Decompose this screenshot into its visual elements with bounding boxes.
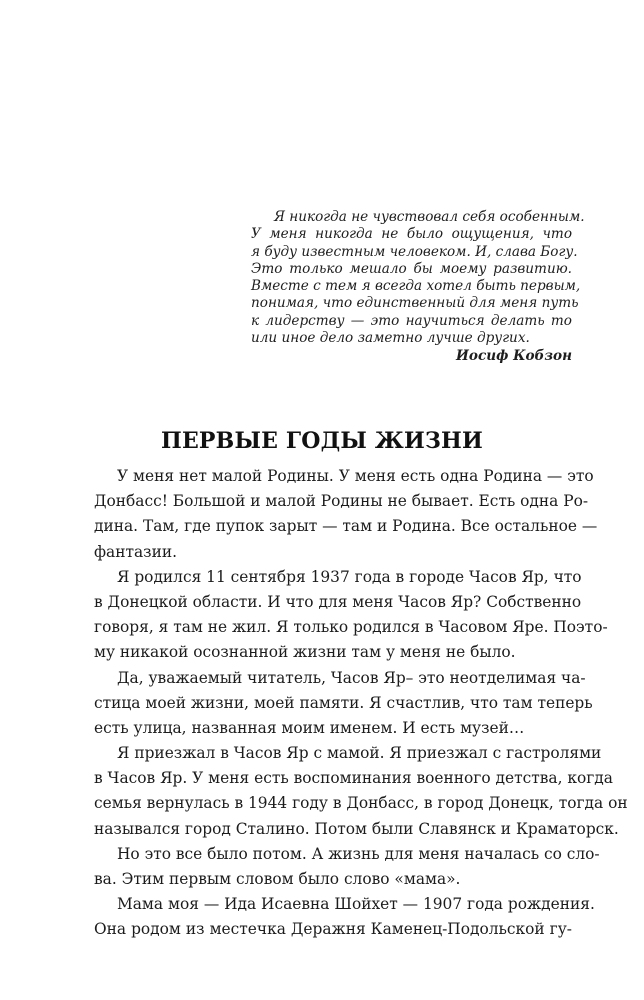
body-line: Я приезжал в Часов Яр с мамой. Я приезжал с гастролями [117,744,602,763]
body-line: Донбасс! Большой и малой Родины не бывает. Есть одна Ро- [94,492,589,511]
epigraph-line: понимая, что единственный для меня путь [251,295,579,312]
epigraph-line: я буду известным человеком. И, слава Богу. [251,243,578,260]
body-line: дина. Там, где пупок зарыт — там и Родина. Все остальное — [94,517,598,536]
epigraph-line: Это только мешало бы моему развитию. [251,260,572,277]
body-line: ва. Этим первым словом было слово «мама». [94,870,461,888]
chapter-title: ПЕРВЫЕ ГОДЫ ЖИЗНИ [160,428,484,454]
body-line: Я родился 11 сентября 1937 года в городе Часов Яр, что [117,567,582,586]
chapter-body [94,464,628,943]
epigraph-line: или иное дело заметно лучше других. [251,330,530,347]
body-line: стица моей жизни, моей памяти. Я счастлив, что там теперь [94,693,593,712]
epigraph-quote [251,209,585,366]
body-line: Но это все было потом. А жизнь для меня началась со сло- [117,844,600,863]
body-line: в Донецкой области. И что для меня Часов Яр? Собственно [94,592,582,611]
body-line: Да, уважаемый читатель, Часов Яр– это неотделимая ча- [117,668,586,687]
body-line: семья вернулась в 1944 году в Донбасс, в город Донецк, тогда он [94,794,628,813]
body-line: Она родом из местечка Деражня Каменец-Подольской гу- [94,920,572,939]
body-line: У меня нет малой Родины. У меня есть одна Родина — это [117,467,594,485]
epigraph-line: У меня никогда не было ощущения, что [251,226,572,243]
epigraph-line: к лидерству — это научиться делать то [251,312,572,329]
epigraph-line: Вместе с тем я всегда хотел быть первым, [251,278,581,295]
body-line: Мама моя — Ида Исаевна Шойхет — 1907 года рождения. [117,895,595,914]
epigraph-author: Иосиф Кобзон [456,348,572,365]
body-line: есть улица, названная моим именем. И есть музей… [94,718,525,737]
body-line: му никакой осознанной жизни там у меня не было. [94,643,516,662]
body-line: фантазии. [94,542,177,561]
body-line: назывался город Сталино. Потом были Славянск и Краматорск. [94,819,619,838]
body-line: в Часов Яр. У меня есть воспоминания военного детства, когда [94,769,613,788]
epigraph-line: Я никогда не чувствовал себя особенным. [274,209,585,225]
body-line: говоря, я там не жил. Я только родился в Часовом Яре. Поэто- [94,618,608,637]
